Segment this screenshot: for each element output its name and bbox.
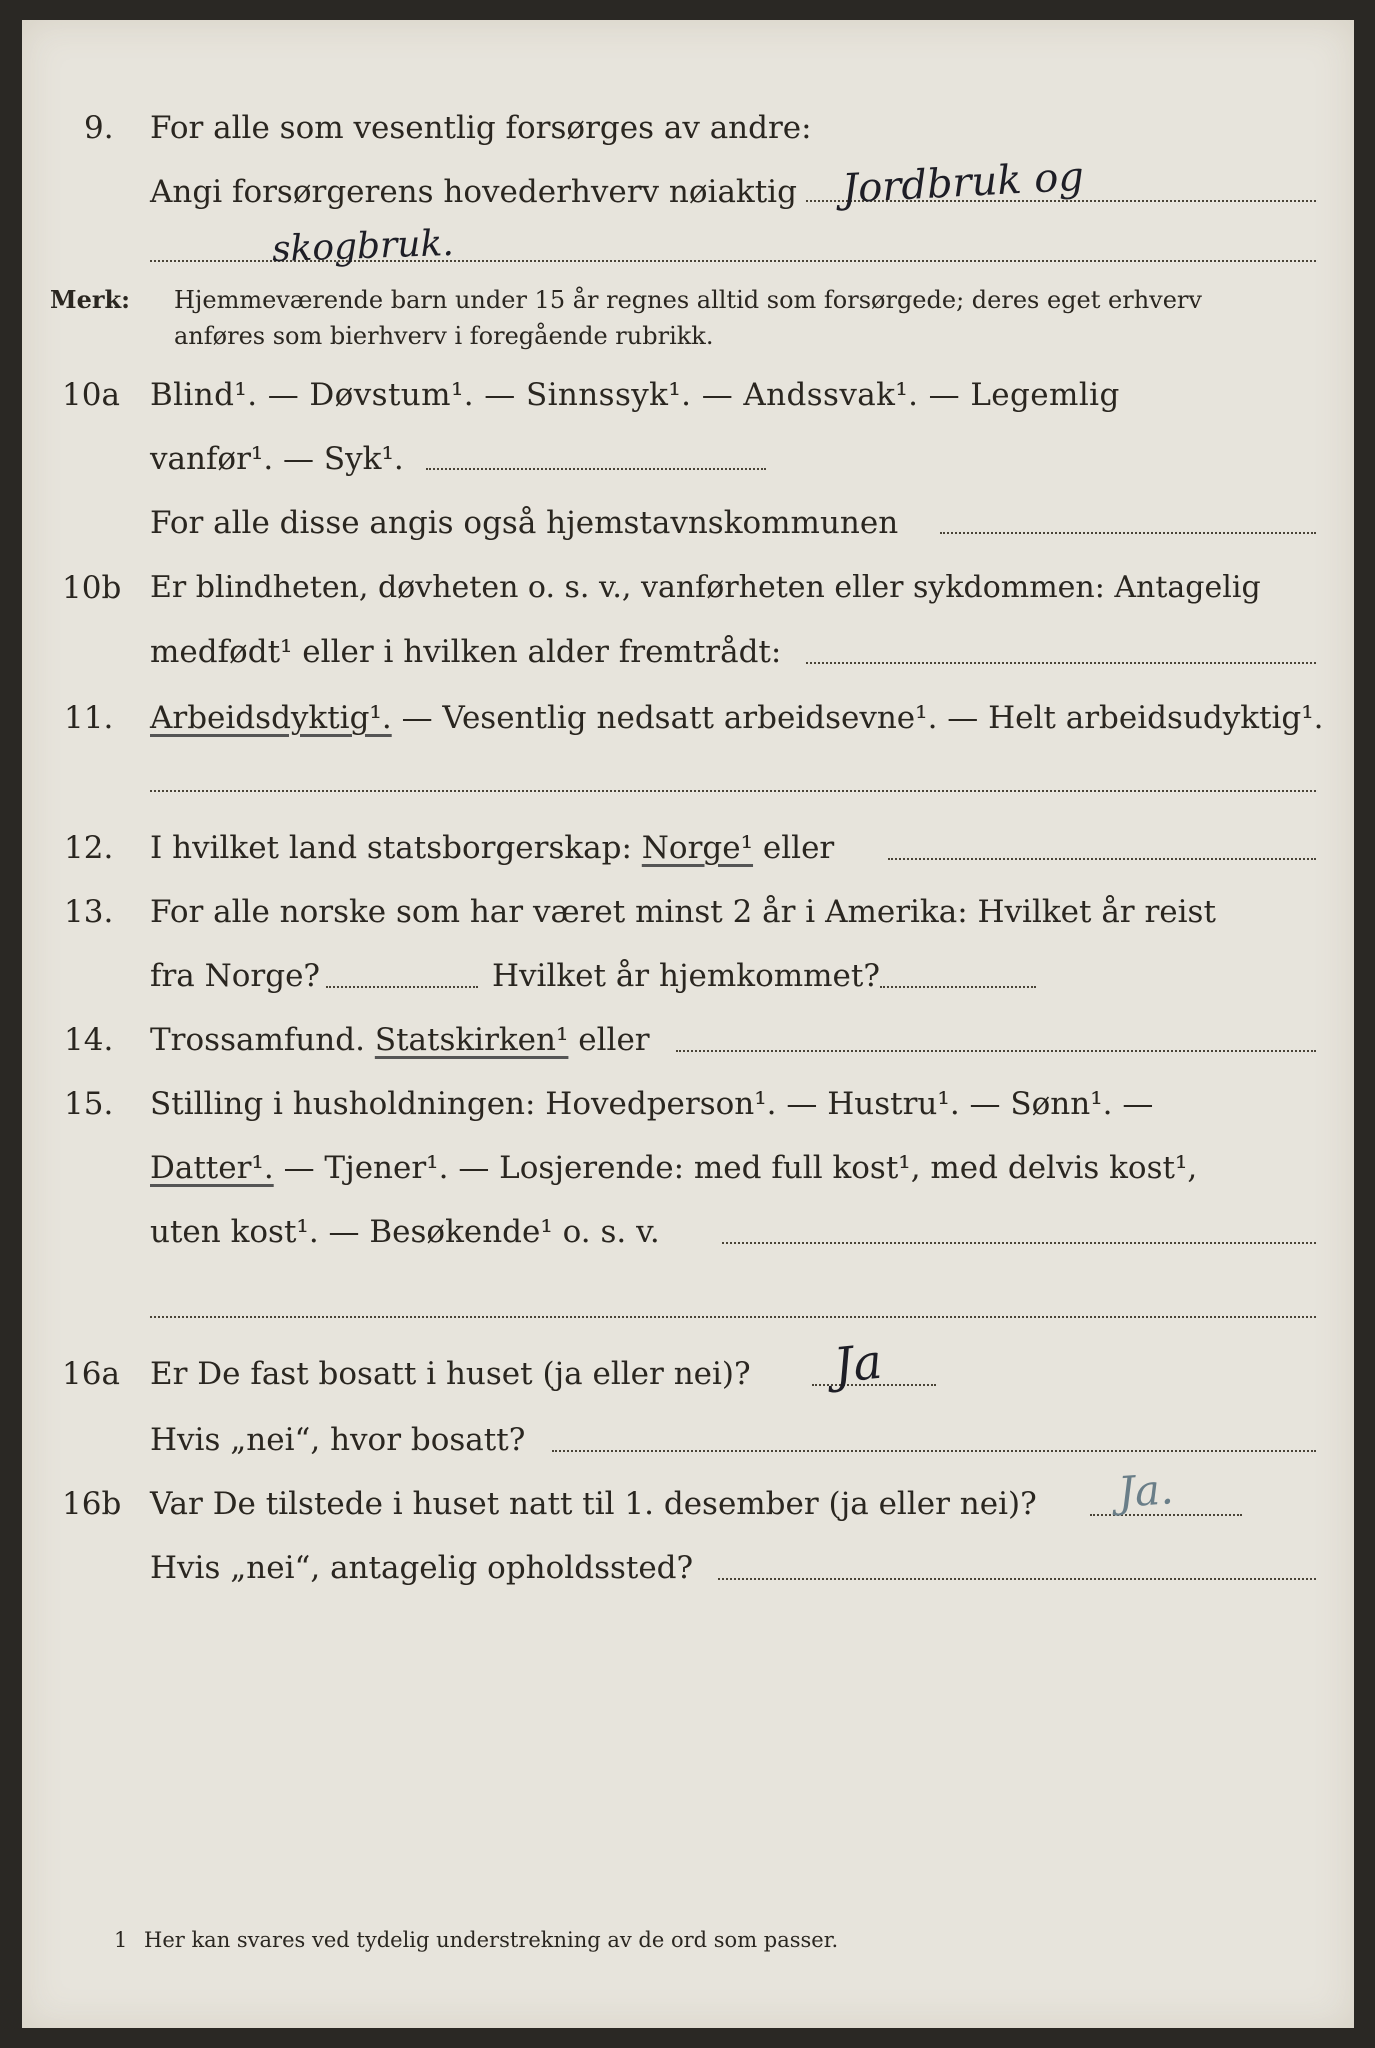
footnote-mark: 1	[114, 1928, 128, 1952]
q10a-line2: vanfør¹. — Syk¹.	[150, 441, 404, 477]
q16a-handwritten-answer: Ja	[831, 1333, 885, 1395]
q13-hjemkommet-line	[880, 986, 1036, 988]
q15-line3: uten kost¹. — Besøkende¹ o. s. v.	[150, 1214, 660, 1250]
q16b-line2: Hvis „nei“, antagelig opholdssted?	[150, 1550, 694, 1586]
q12-text: I hvilket land statsborgerskap:	[150, 830, 632, 866]
q14-answer-line	[676, 1050, 1316, 1052]
q9-number: 9.	[84, 110, 114, 146]
q13-reist-line	[326, 986, 478, 988]
q10b-line2: medfødt¹ eller i hvilken alder fremtrådt:	[150, 634, 782, 670]
q16a-bosatt-line	[552, 1450, 1316, 1452]
q10a-syk-line	[426, 468, 766, 470]
q15-line2	[150, 1148, 1197, 1188]
q13-line2a: fra Norge?	[150, 958, 321, 994]
census-form-page	[22, 20, 1354, 2028]
footnote-text: Her kan svares ved tydelig understrekning av de ord som passer.	[144, 1928, 839, 1952]
q15-option-datter[interactable]: Datter¹.	[150, 1150, 274, 1186]
q11-rest: — Vesentlig nedsatt arbeidsevne¹. — Helt arbeidsudyktig¹.	[401, 700, 1324, 736]
q14-number: 14.	[64, 1022, 114, 1058]
merk-line2: anføres som bierhverv i foregående rubrikk.	[174, 322, 714, 350]
q9-handwritten-answer-2: skogbruk.	[271, 222, 455, 271]
q12-after: eller	[762, 830, 835, 866]
q9-handwritten-answer-1: Jordbruk og	[840, 153, 1086, 213]
q14-text: Trossamfund.	[150, 1022, 365, 1058]
q15-line2-rest: — Tjener¹. — Losjerende: med full kost¹, med delvis kost¹,	[283, 1150, 1198, 1186]
q11-line	[150, 698, 1324, 738]
q13-line2b: Hvilket år hjemkommet?	[492, 958, 880, 994]
q13-line1: For alle norske som har været minst 2 år i Amerika: Hvilket år reist	[150, 894, 1216, 930]
q10a-line1: Blind¹. — Døvstum¹. — Sinnssyk¹. — Andssvak¹. — Legemlig	[150, 377, 1120, 413]
q14-after: eller	[578, 1022, 650, 1058]
q10b-alder-line	[806, 662, 1316, 664]
q13-number: 13.	[64, 894, 114, 930]
q14-option-statskirken[interactable]: Statskirken¹	[374, 1022, 569, 1058]
merk-line1: Hjemmeværende barn under 15 år regnes alltid som forsørgede; deres eget erhverv	[174, 286, 1202, 314]
q10a-line3: For alle disse angis også hjemstavnskommunen	[150, 505, 899, 541]
q11-answer-line	[150, 790, 1316, 792]
q12-number: 12.	[64, 830, 114, 866]
q16b-handwritten-answer: Ja.	[1116, 1464, 1175, 1517]
q16b-opholdssted-line	[718, 1578, 1316, 1580]
q14-line	[150, 1020, 650, 1060]
merk-label: Merk:	[50, 285, 130, 314]
q11-number: 11.	[64, 700, 114, 736]
q16b-number: 16b	[62, 1486, 122, 1522]
q15-answer-line	[722, 1242, 1316, 1244]
q16a-number: 16a	[62, 1356, 120, 1392]
q15-answer-line-2	[150, 1316, 1316, 1318]
q16a-line2: Hvis „nei“, hvor bosatt?	[150, 1422, 526, 1458]
q9-line1: For alle som vesentlig forsørges av andre:	[150, 110, 812, 146]
q16b-answer-line	[1090, 1514, 1242, 1516]
q12-option-norge[interactable]: Norge¹	[641, 830, 754, 866]
q10b-line1: Er blindheten, døvheten o. s. v., vanførheten eller sykdommen: Antagelig	[150, 570, 1261, 605]
q12-country-line	[888, 858, 1316, 860]
q10a-number: 10a	[62, 377, 120, 413]
q16b-line1: Var De tilstede i huset natt til 1. desember (ja eller nei)?	[150, 1486, 1037, 1522]
q15-line1: Stilling i husholdningen: Hovedperson¹. — Hustru¹. — Sønn¹. —	[150, 1086, 1154, 1122]
q12-line	[150, 828, 834, 868]
q10a-kommune-line	[940, 532, 1316, 534]
q10b-number: 10b	[62, 570, 122, 606]
q15-number: 15.	[64, 1086, 114, 1122]
q16a-line1: Er De fast bosatt i huset (ja eller nei)?	[150, 1356, 751, 1392]
q11-option-arbeidsdyktig[interactable]: Arbeidsdyktig¹.	[150, 700, 392, 736]
q9-line2: Angi forsørgerens hovederhverv nøiaktig	[150, 174, 797, 210]
